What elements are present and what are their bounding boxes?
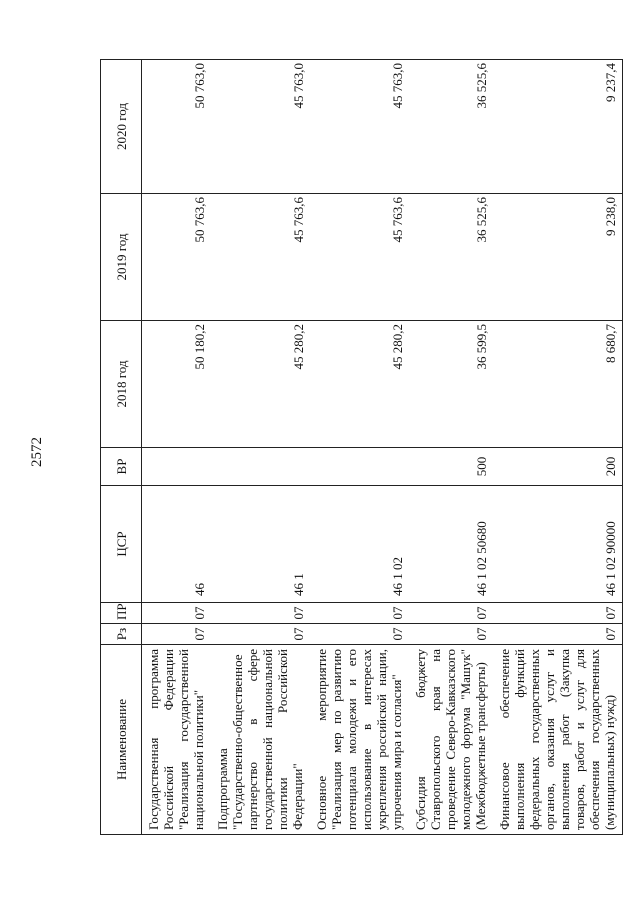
row-pr: 07 — [493, 603, 623, 624]
row-csr: 46 1 02 50680 — [409, 486, 493, 603]
row-name: Подпрограмма "Государственно-общественное партнерство в сфере государственной национальной политики Российской Федерации" — [211, 645, 310, 835]
header-rz: Рз — [101, 624, 142, 645]
rotated-page-content — [100, 60, 618, 835]
row-vr — [142, 448, 212, 486]
budget-table — [100, 59, 623, 835]
row-csr: 46 1 02 — [310, 486, 409, 603]
page-number: 2572 — [29, 437, 45, 467]
row-2019: 45 763,6 — [211, 194, 310, 321]
row-rz: 07 — [142, 624, 212, 645]
header-pr: ПР — [101, 603, 142, 624]
row-rz: 07 — [409, 624, 493, 645]
row-2019: 36 525,6 — [409, 194, 493, 321]
header-2020: 2020 год — [101, 60, 142, 194]
table-row — [310, 60, 409, 835]
row-vr: 500 — [409, 448, 493, 486]
row-pr: 07 — [409, 603, 493, 624]
row-2020: 36 525,6 — [409, 60, 493, 194]
row-csr: 46 — [142, 486, 212, 603]
table-header-row — [101, 60, 142, 835]
row-2019: 9 238,0 — [493, 194, 623, 321]
row-pr: 07 — [310, 603, 409, 624]
header-2019: 2019 год — [101, 194, 142, 321]
row-2018: 36 599,5 — [409, 321, 493, 448]
row-2019: 50 763,6 — [142, 194, 212, 321]
row-2020: 9 237,4 — [493, 60, 623, 194]
row-2019: 45 763,6 — [310, 194, 409, 321]
row-2020: 50 763,0 — [142, 60, 212, 194]
row-name: Государственная программа Российской Федерации "Реализация государственной национальной политики" — [142, 645, 212, 835]
row-2020: 45 763,0 — [310, 60, 409, 194]
row-vr — [310, 448, 409, 486]
row-vr — [211, 448, 310, 486]
row-csr: 46 1 02 90000 — [493, 486, 623, 603]
row-name: Основное мероприятие "Реализация мер по развитию потенциала молодежи и его использование в интересах укрепления российской нации, упрочения мира и согласия" — [310, 645, 409, 835]
header-vr: ВР — [101, 448, 142, 486]
row-2018: 50 180,2 — [142, 321, 212, 448]
row-2020: 45 763,0 — [211, 60, 310, 194]
row-rz: 07 — [493, 624, 623, 645]
row-pr: 07 — [211, 603, 310, 624]
row-pr: 07 — [142, 603, 212, 624]
row-name: Субсидия бюджету Ставропольского края на проведение Северо-Кавказского молодежного форума "Машук" (Межбюджетные трансферты) — [409, 645, 493, 835]
row-csr: 46 1 — [211, 486, 310, 603]
row-name: Финансовое обеспечение выполнения функций федеральных государственных органов, оказания услуг и выполнения работ (Закупка товаров, работ и услуг для обеспечения государственных (муниципальных) нужд) — [493, 645, 623, 835]
table-row — [211, 60, 310, 835]
row-2018: 45 280,2 — [310, 321, 409, 448]
row-rz: 07 — [310, 624, 409, 645]
row-vr: 200 — [493, 448, 623, 486]
row-2018: 45 280,2 — [211, 321, 310, 448]
row-2018: 8 680,7 — [493, 321, 623, 448]
header-csr: ЦСР — [101, 486, 142, 603]
header-2018: 2018 год — [101, 321, 142, 448]
table-row — [142, 60, 212, 835]
table-row — [493, 60, 623, 835]
table-row — [409, 60, 493, 835]
row-rz: 07 — [211, 624, 310, 645]
header-name: Наименование — [101, 645, 142, 835]
